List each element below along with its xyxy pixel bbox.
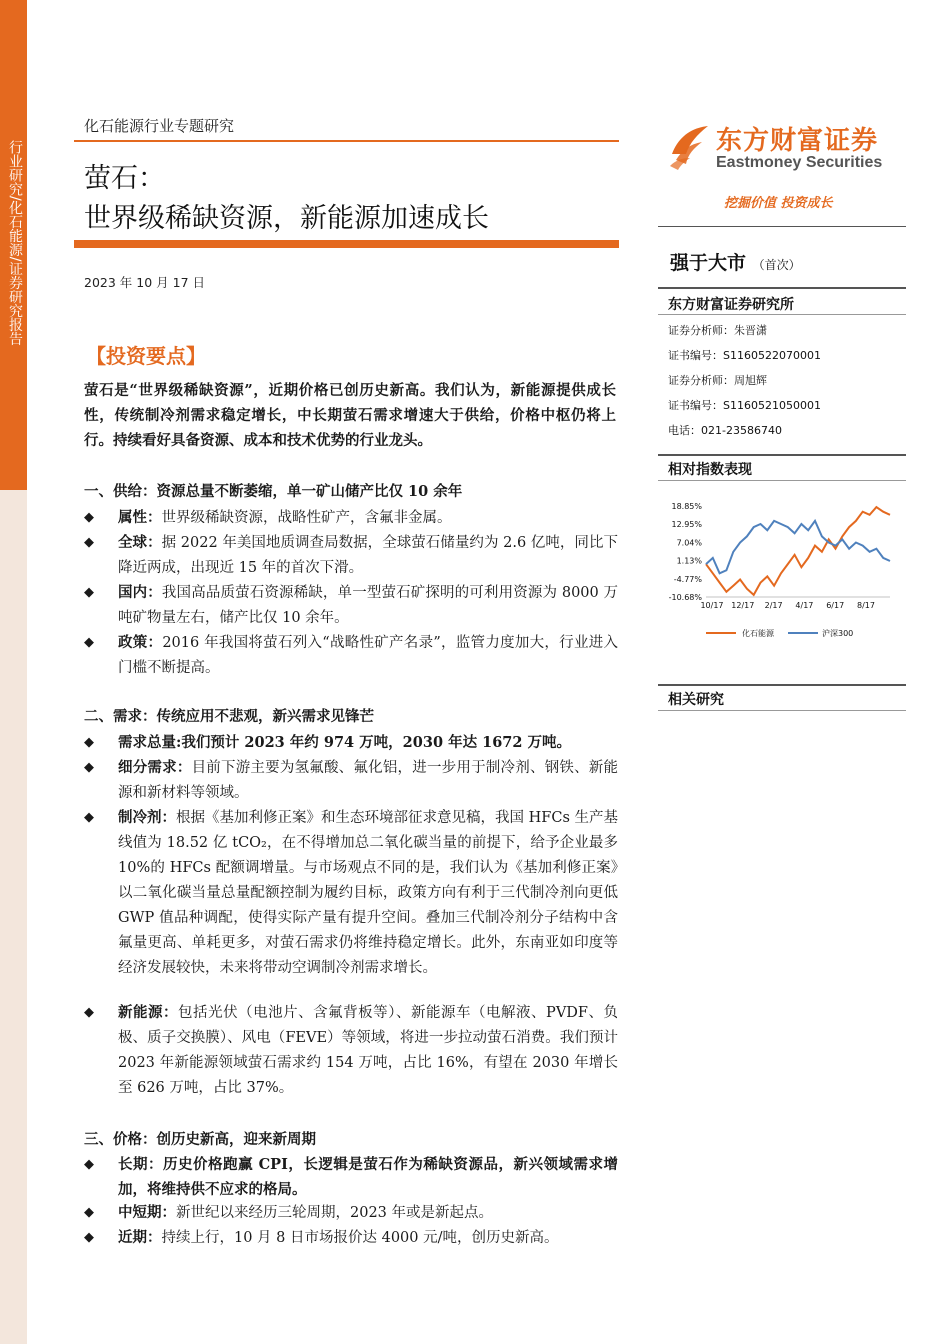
bullet-label: 国内： bbox=[118, 584, 162, 601]
analyst-line: 电话：021-23586740 bbox=[668, 424, 782, 437]
report-series: 化石能源行业专题研究 bbox=[84, 117, 235, 135]
sidebar-band-light bbox=[0, 490, 27, 1344]
y-tick-label: -10.68% bbox=[668, 593, 702, 602]
rating-label: 强于大市 bbox=[670, 252, 747, 274]
relative-index-title: 相对指数表现 bbox=[668, 462, 752, 478]
bullet-text: 据 2022 年美国地质调查局数据，全球萤石储量约为 2.6 亿吨，同比下降近两成，出现近 15 年的首次下滑。 bbox=[118, 535, 618, 576]
section-heading: 一、供给：资源总量不断萎缩，单一矿山储产比仅 10 余年 bbox=[84, 483, 463, 500]
brand-name-en: Eastmoney Securities bbox=[716, 154, 883, 171]
bullet-item bbox=[84, 1200, 618, 1226]
bullet-text: 2016 年我国将萤石列入“战略性矿产名录”，监管力度加大，行业进入门槛不断提高。 bbox=[118, 635, 618, 676]
section-heading: 二、需求：传统应用不悲观，新兴需求见锋芒 bbox=[84, 708, 374, 725]
x-tick-label: 8/17 bbox=[857, 601, 875, 610]
bullet-text: 世界级稀缺资源，战略性矿产，含氟非金属。 bbox=[161, 510, 452, 526]
key-points-title: 【投资要点】 bbox=[86, 344, 206, 368]
section-heading: 三、价格：创历史新高，迎来新周期 bbox=[84, 1131, 316, 1148]
bullet-text: 根据《基加利修正案》和生态环境部征求意见稿，我国 HFCs 生产基线值为 18.52 亿 tCO₂，在不得增加总二氧化碳当量的前提下，给予企业最多 10%的 HFCs 配额调增量。与市场观点不同的是，我们认为《基加利修正案》以二氧化碳当量总量配额控制为履约目标，政策方向有利于三代制冷剂向更低 GWP 值品种调配，使得实际产量有提升空间。叠加三代制冷剂分子结构中含氟量更高、单耗更多，对萤石需求仍将维持稳定增长。此外，东南亚如印度等经济发展较快，未来将带动空调制冷剂需求增长。 bbox=[118, 810, 619, 976]
bullet-text: 包括光伏（电池片、含氟背板等）、新能源车（电解液、PVDF、负极、质子交换膜）、风电（FEVE）等领域，将进一步拉动萤石消费。我们预计 2023 年新能源领域萤石需求约 154 万吨，占比 16%，有望在 2030 年增长至 626 万吨，占比 37%。 bbox=[118, 1005, 618, 1096]
diamond-bullet-icon: ◆ bbox=[84, 510, 94, 525]
title-rule bbox=[74, 240, 619, 248]
key-points-summary: 萤石是“世界级稀缺资源”，近期价格已创历史新高。我们认为，新能源提供成长性，传统制冷剂需求稳定增长，中长期萤石需求增速大于供给，价格中枢仍将上行。持续看好具备资源、成本和技术优势的行业龙头。 bbox=[84, 382, 616, 449]
right-rule-6 bbox=[658, 684, 906, 686]
y-tick-label: 18.85% bbox=[671, 502, 702, 511]
bullet-item bbox=[84, 1152, 618, 1202]
right-rule-4 bbox=[658, 454, 906, 456]
bullet-item bbox=[84, 630, 618, 681]
diamond-bullet-icon: ◆ bbox=[84, 585, 94, 600]
brand-slogan: 挖掘价值 投资成长 bbox=[724, 196, 833, 211]
bullet-label: 细分需求： bbox=[118, 759, 192, 776]
analyst-line: 证券分析师：朱晋潇 bbox=[668, 324, 767, 337]
series-line-csi300 bbox=[706, 521, 890, 573]
bullet-label: 需求总量: bbox=[118, 734, 182, 751]
right-rule-1 bbox=[658, 226, 906, 227]
x-tick-label: 10/17 bbox=[700, 601, 724, 610]
bullet-item bbox=[84, 1000, 618, 1101]
bullet-label: 属性： bbox=[118, 509, 162, 526]
analyst-line: 证书编号：S1160521050001 bbox=[668, 399, 821, 412]
bullet-text: 历史价格跑赢 CPI，长逻辑是萤石作为稀缺资源品，新兴领域需求增加，将维持供不应求的格局。 bbox=[118, 1156, 619, 1198]
x-tick-label: 12/17 bbox=[731, 601, 755, 610]
bullet-item bbox=[84, 580, 618, 631]
bullet-label: 制冷剂： bbox=[118, 809, 177, 826]
legend-label-csi300: 沪深300 bbox=[822, 629, 854, 638]
bullet-label: 全球： bbox=[118, 534, 162, 551]
diamond-bullet-icon: ◆ bbox=[84, 810, 94, 825]
report-title-line1: 萤石： bbox=[84, 163, 165, 194]
y-tick-label: -4.77% bbox=[673, 574, 702, 584]
bullet-label: 长期： bbox=[118, 1156, 164, 1173]
bullet-label: 新能源： bbox=[118, 1004, 179, 1021]
bullet-text: 持续上行，10 月 8 日市场报价达 4000 元/吨，创历史新高。 bbox=[161, 1230, 559, 1246]
report-title-line2: 世界级稀缺资源，新能源加速成长 bbox=[84, 203, 489, 234]
brand-mark-icon bbox=[668, 120, 712, 170]
bullet-item bbox=[84, 730, 618, 755]
diamond-bullet-icon: ◆ bbox=[84, 735, 94, 750]
header-rule bbox=[74, 140, 619, 142]
rating-note: （首次） bbox=[752, 258, 801, 272]
right-rule-2 bbox=[658, 287, 906, 289]
diamond-bullet-icon: ◆ bbox=[84, 1157, 94, 1172]
bullet-item bbox=[84, 505, 618, 531]
y-tick-label: 7.04% bbox=[676, 538, 702, 548]
sidebar-category: 行业研究/化石能源/证券研究报告 bbox=[7, 140, 23, 346]
x-tick-label: 2/17 bbox=[764, 601, 783, 610]
bullet-item bbox=[84, 755, 618, 806]
legend-label-fossil: 化石能源 bbox=[742, 629, 774, 638]
research-institute: 东方财富证券研究所 bbox=[668, 297, 794, 313]
rating bbox=[670, 248, 801, 275]
bullet-text: 我国高品质萤石资源稀缺，单一型萤石矿探明的可利用资源为 8000 万吨矿物量左右，储产比仅 10 余年。 bbox=[118, 585, 619, 626]
bullet-text: 我们预计 2023 年约 974 万吨，2030 年达 1672 万吨。 bbox=[181, 734, 572, 751]
y-tick-label: 1.13% bbox=[676, 556, 702, 566]
diamond-bullet-icon: ◆ bbox=[84, 1230, 94, 1245]
diamond-bullet-icon: ◆ bbox=[84, 535, 94, 550]
bullet-text: 目前下游主要为氢氟酸、氟化铝，进一步用于制冷剂、钢铁、新能源和新材料等领域。 bbox=[118, 760, 618, 801]
right-rule-5 bbox=[658, 480, 906, 481]
diamond-bullet-icon: ◆ bbox=[84, 760, 94, 775]
right-rule-3 bbox=[658, 314, 906, 315]
x-tick-label: 4/17 bbox=[795, 601, 814, 610]
bullet-label: 政策： bbox=[118, 634, 163, 651]
y-tick-label: 12.95% bbox=[671, 520, 702, 530]
bullet-label: 近期： bbox=[118, 1229, 162, 1246]
brand-name-cn: 东方财富证券 bbox=[716, 126, 879, 156]
report-date: 2023 年 10 月 17 日 bbox=[84, 275, 205, 290]
bullet-item bbox=[84, 530, 618, 581]
bullet-label: 中短期： bbox=[118, 1204, 176, 1221]
bullet-item bbox=[84, 1225, 618, 1251]
diamond-bullet-icon: ◆ bbox=[84, 635, 94, 650]
bullet-text: 新世纪以来经历三轮周期，2023 年或是新起点。 bbox=[176, 1205, 494, 1221]
relative-index-chart bbox=[658, 494, 906, 654]
analyst-line: 证书编号：S1160522070001 bbox=[668, 349, 821, 362]
diamond-bullet-icon: ◆ bbox=[84, 1005, 94, 1020]
bullet-item bbox=[84, 805, 618, 981]
analyst-line: 证券分析师：周旭辉 bbox=[668, 374, 767, 387]
diamond-bullet-icon: ◆ bbox=[84, 1205, 94, 1220]
right-rule-7 bbox=[658, 710, 906, 711]
brand-logo bbox=[668, 118, 908, 178]
x-tick-label: 6/17 bbox=[826, 601, 845, 610]
related-research-title: 相关研究 bbox=[668, 692, 724, 708]
